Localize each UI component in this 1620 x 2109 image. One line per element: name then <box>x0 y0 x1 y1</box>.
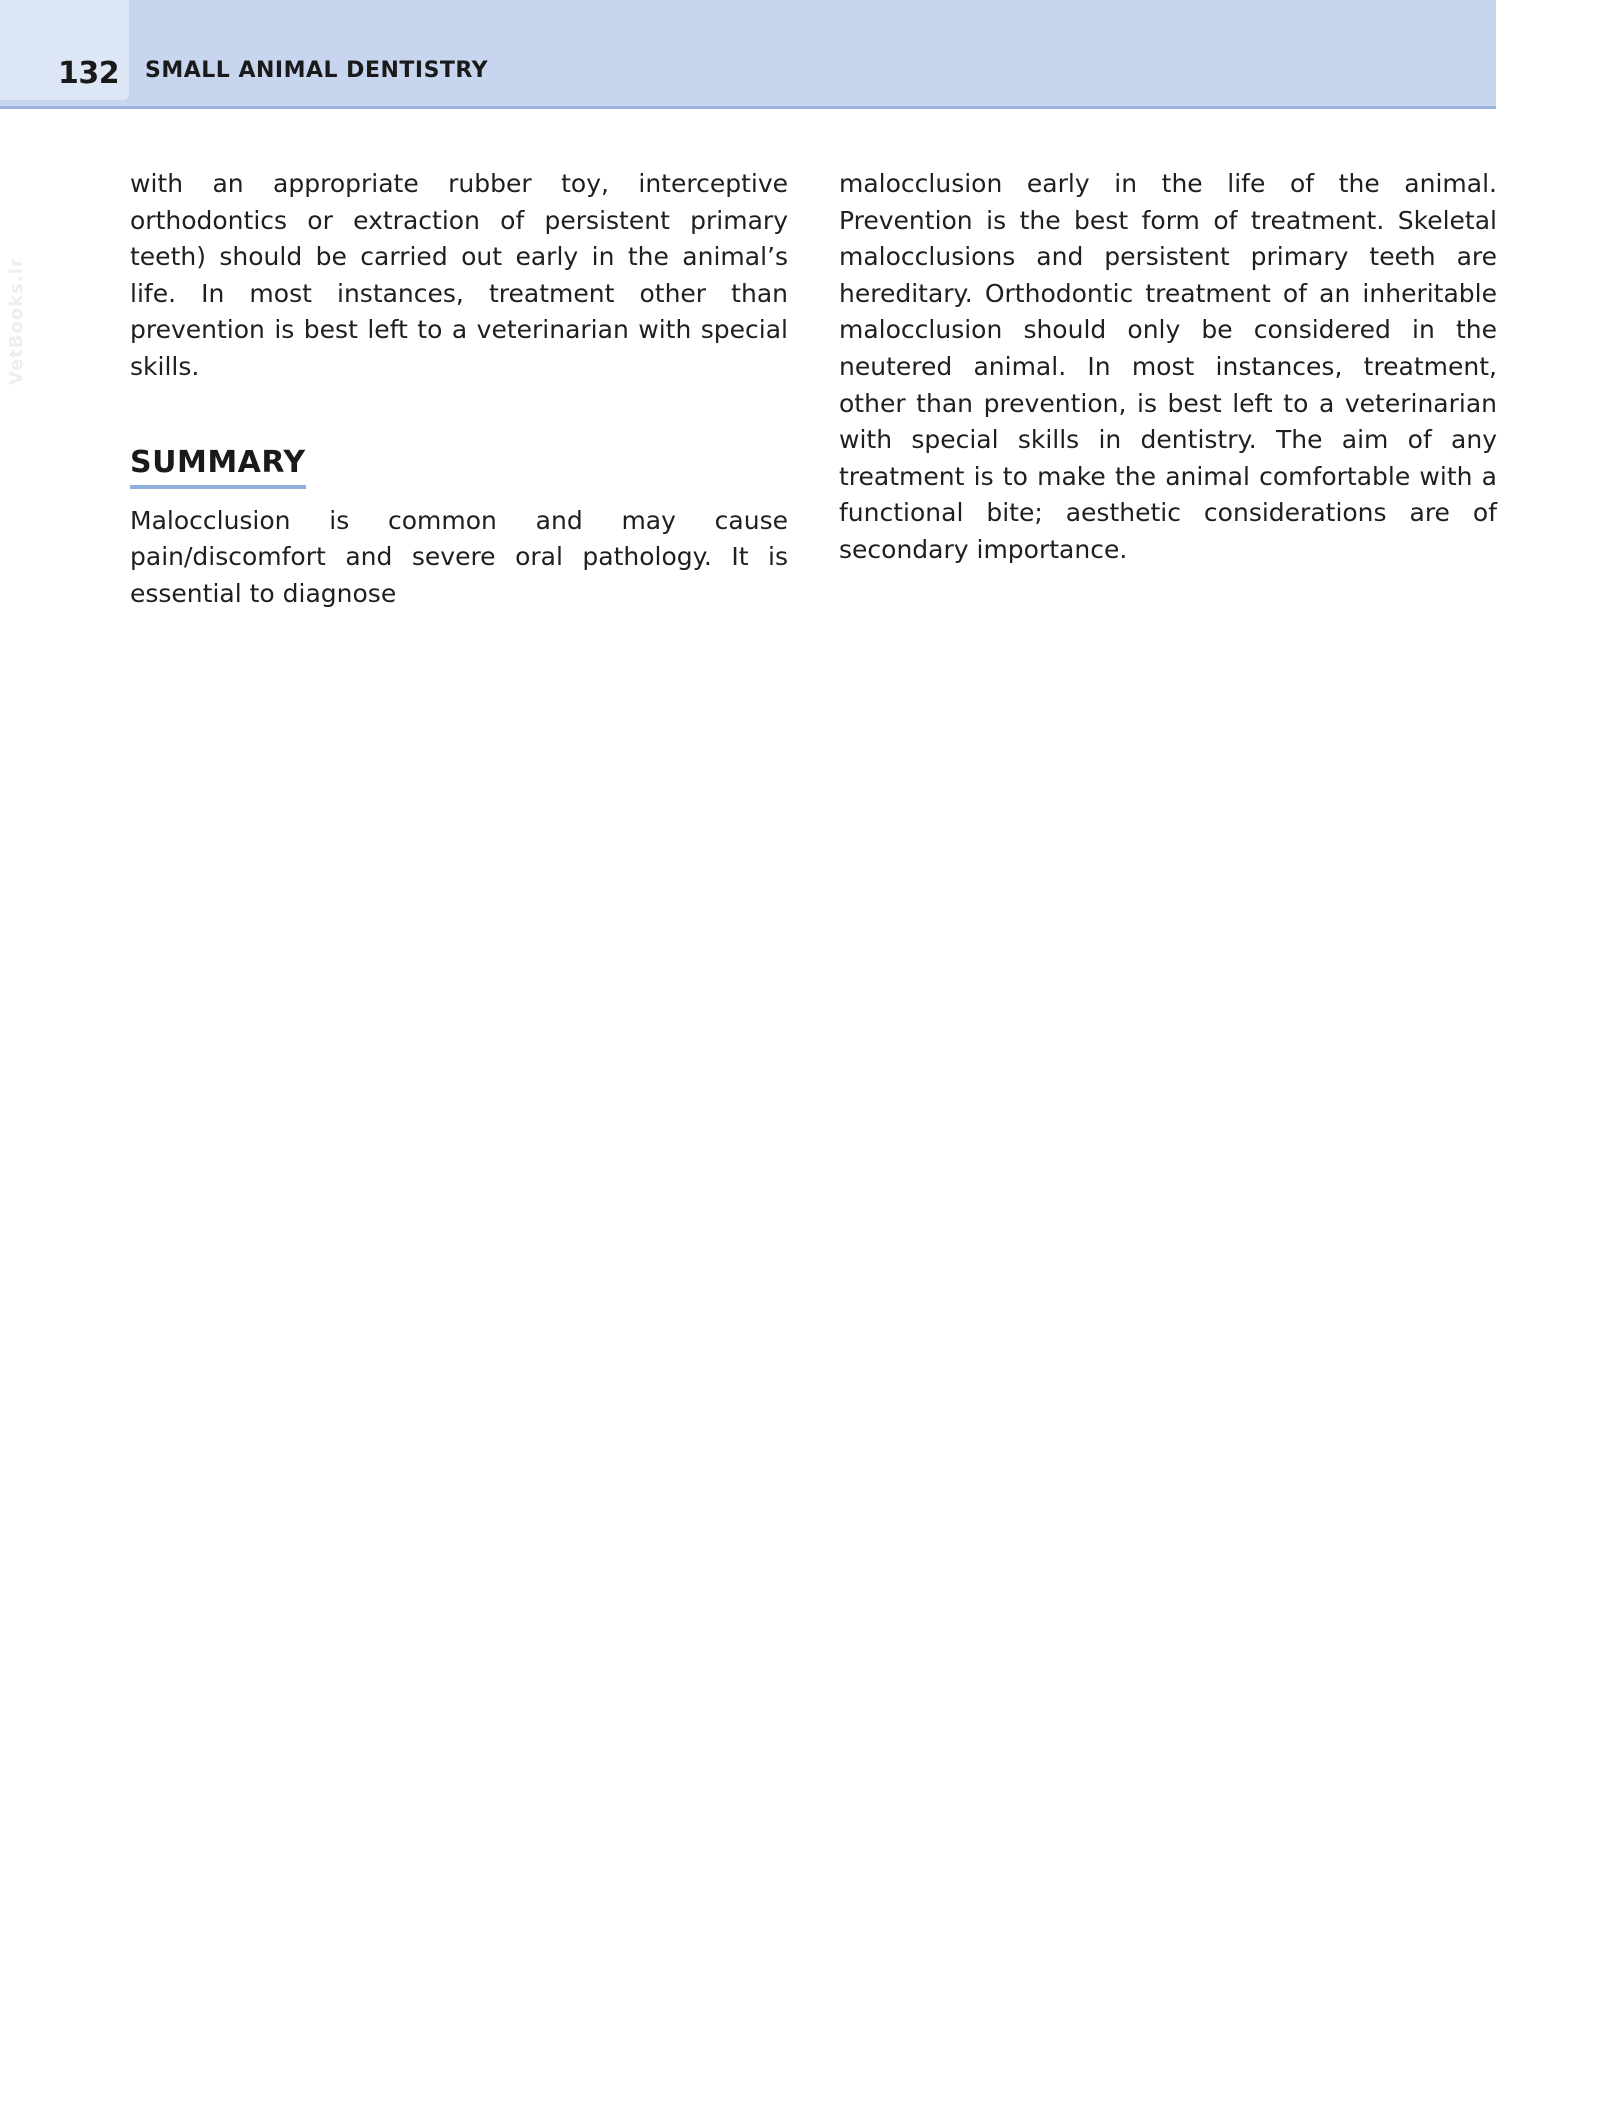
summary-heading: SUMMARY <box>130 445 306 489</box>
left-column <box>130 166 788 612</box>
running-head-title: SMALL ANIMAL DENTISTRY <box>145 58 489 83</box>
page-number: 132 <box>58 56 120 91</box>
page-number-box <box>0 0 129 100</box>
right-column <box>839 166 1497 569</box>
continued-paragraph: with an appropriate rubber toy, interceptive orthodontics or extraction of persistent primary teeth) should be carried out early in the animal’s life. In most instances, treatment other than prevention is best left to a veterinarian with special skills. <box>130 169 788 381</box>
summary-paragraph-end: malocclusion early in the life of the animal. Prevention is the best form of treatment. Skeletal malocclusions and persistent primary teeth are hereditary. Orthodontic treatment of an inheritable malocclusion should only be considered in the neutered animal. In most instances, treatment, other than prevention, is best left to a veterinarian with special skills in dentistry. The aim of any treatment is to make the animal comfortable with a functional bite; aesthetic considerations are of secondary importance. <box>839 169 1497 564</box>
header-band <box>0 0 1496 109</box>
summary-paragraph-start: Malocclusion is common and may cause pain/discomfort and severe oral pathology. It is essential to diagnose <box>130 505 788 608</box>
watermark: VetBooks.ir <box>6 257 27 385</box>
